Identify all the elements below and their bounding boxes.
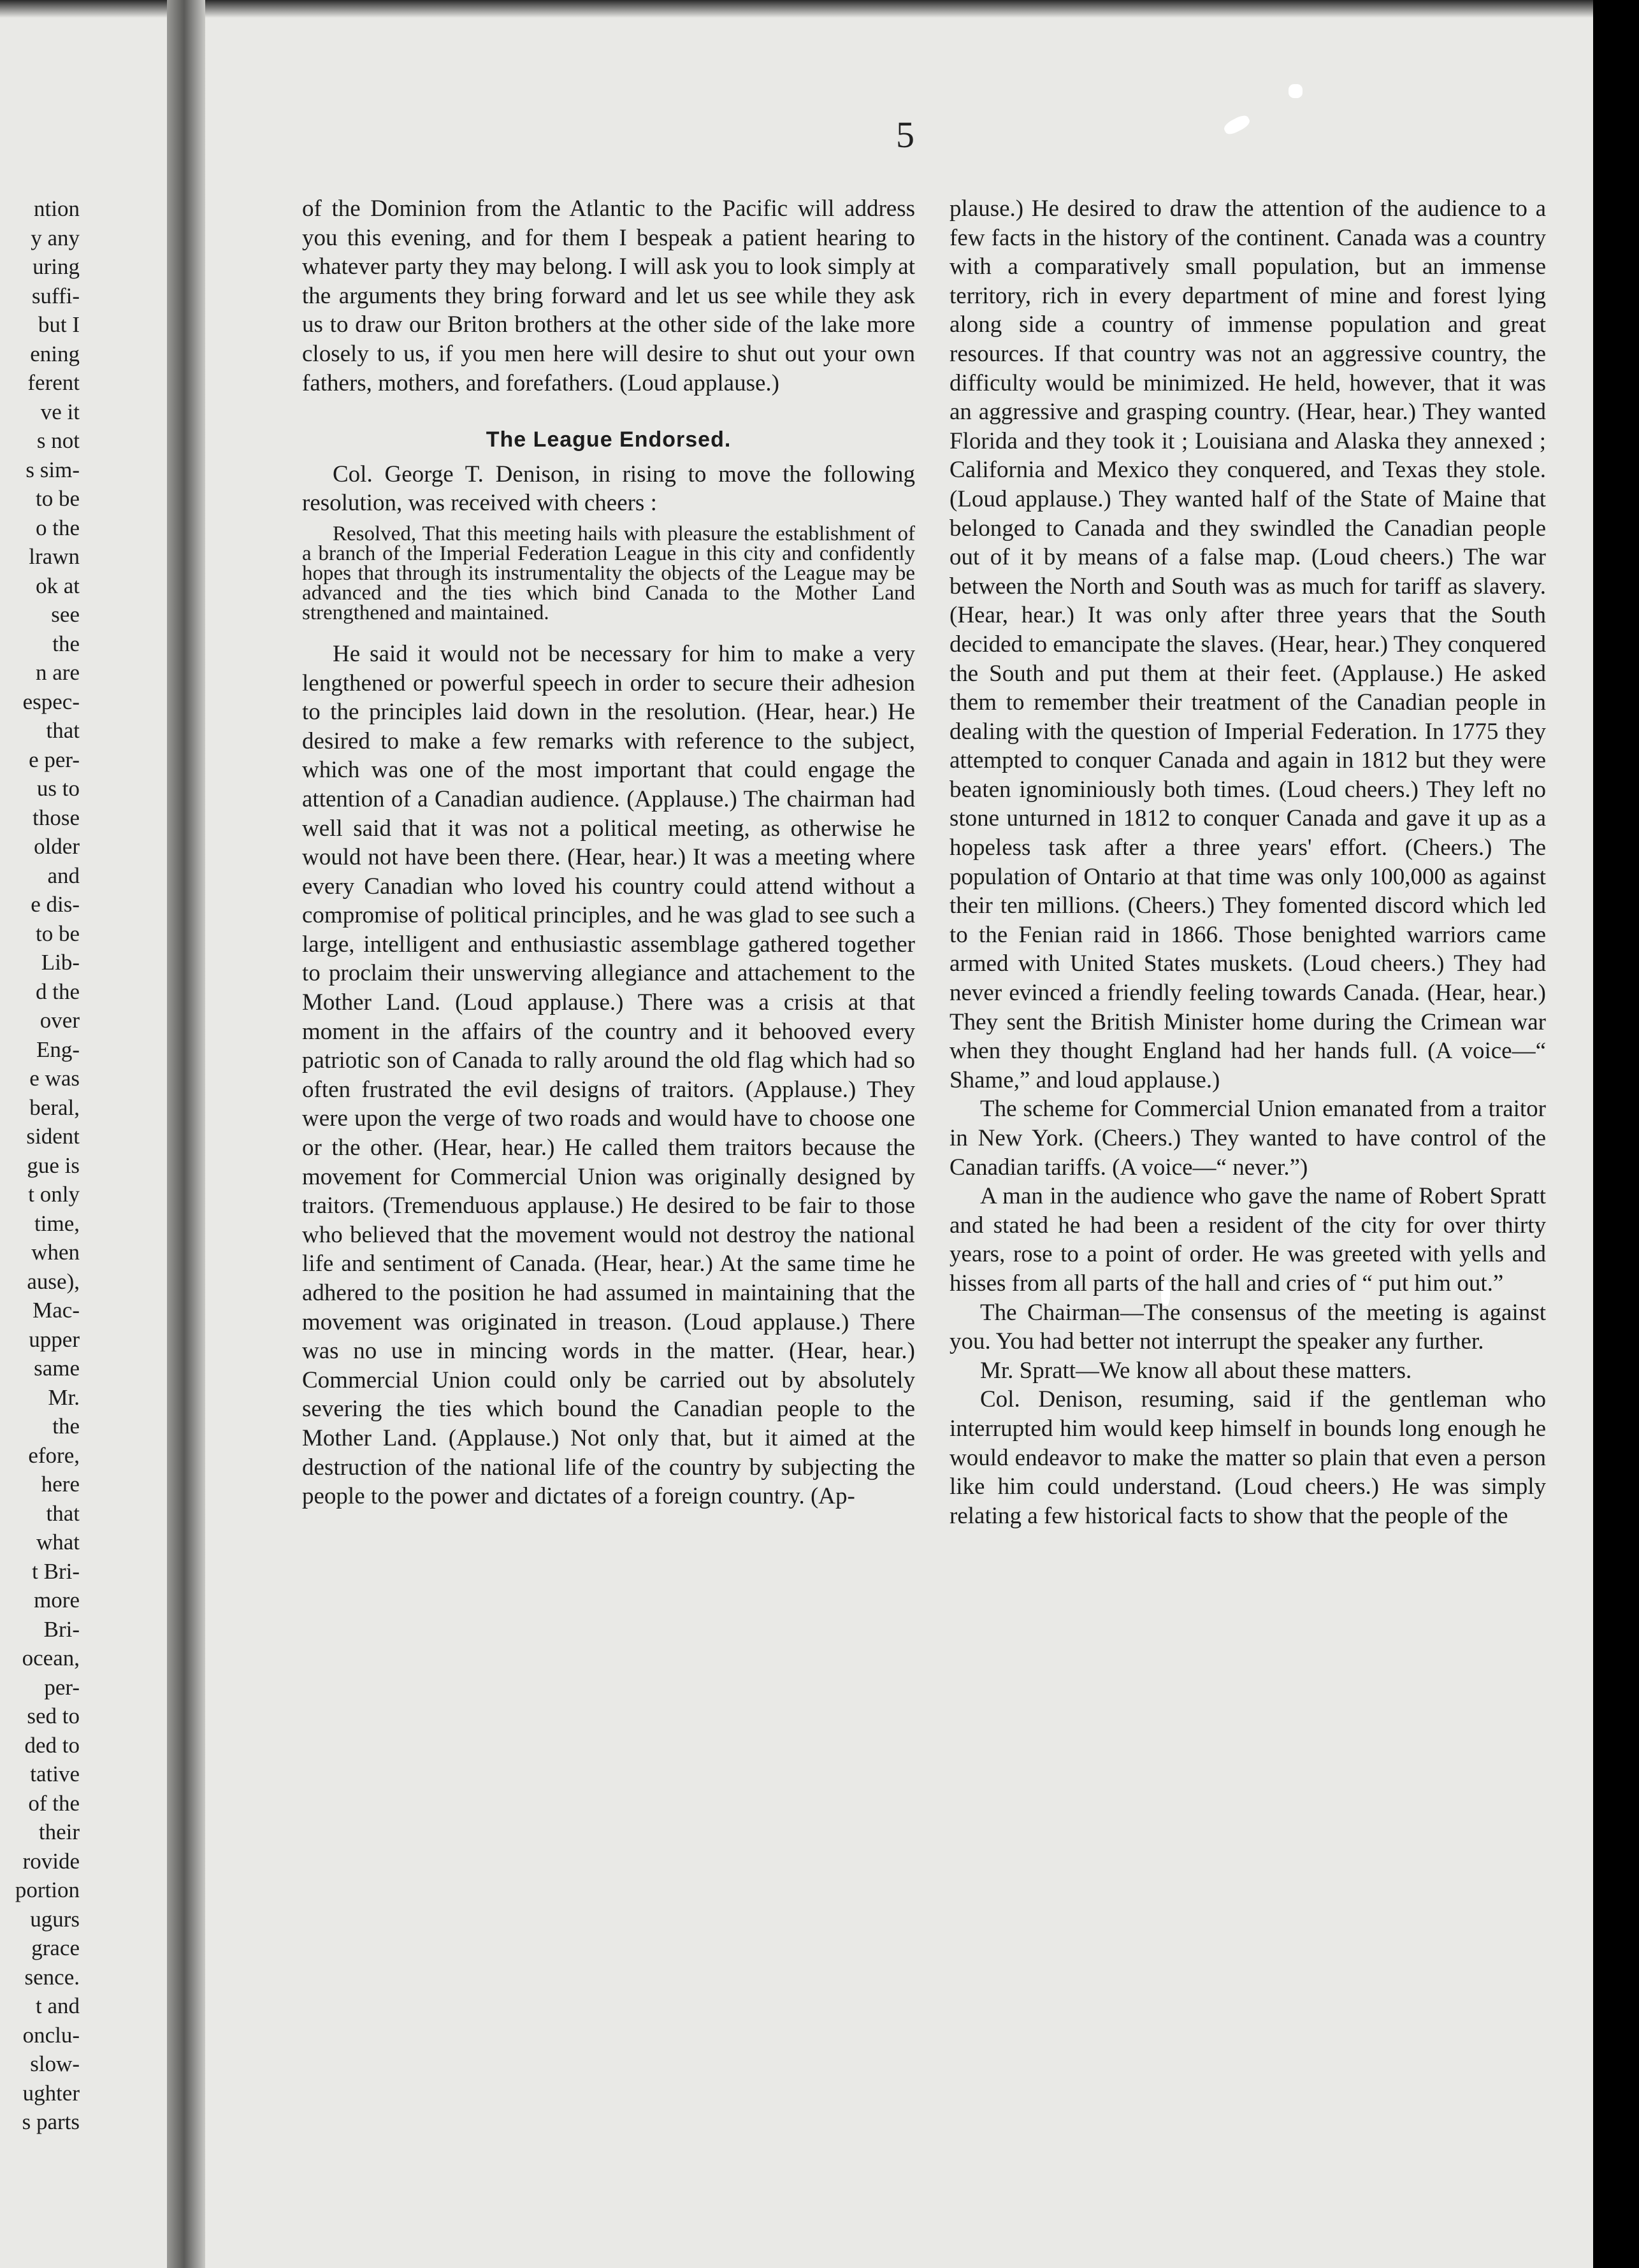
fragment-line: e per- bbox=[29, 747, 80, 772]
fragment-line: that bbox=[46, 718, 80, 743]
right-column bbox=[949, 194, 1546, 1530]
fragment-line: to be bbox=[35, 921, 80, 946]
fragment-line: ause), bbox=[27, 1268, 80, 1294]
fragment-line: grace bbox=[31, 1935, 80, 1960]
fragment-line: t only bbox=[28, 1182, 80, 1207]
spratt-reply-paragraph: Mr. Spratt—We know all about these matters. bbox=[980, 1357, 1412, 1384]
fragment-line: e dis- bbox=[31, 892, 80, 917]
fragment-line: Mr. bbox=[48, 1384, 80, 1410]
chairman-paragraph: The Chairman—The consensus of the meeting is against you. You had better not interrupt the speaker any further. bbox=[949, 1299, 1546, 1355]
denison-paragraph: Col. George T. Denison, in rising to move the following resolution, was received with cheers : bbox=[302, 461, 915, 517]
fragment-line: espec- bbox=[22, 689, 80, 714]
fragment-line: t Bri- bbox=[32, 1558, 80, 1584]
fragment-line: onclu- bbox=[22, 2022, 80, 2048]
fragment-line: ferent bbox=[27, 370, 80, 395]
fragment-line: uring bbox=[32, 254, 80, 279]
intro-paragraph: of the Dominion from the Atlantic to the Pacific will address you this evening, and for them I bespeak a patient hearing to whatever party they may belong. I will ask you to look simply at the arguments they bring forward and let us see while they ask us to draw our Briton brothers at the other side of the lake more closely to us, if you men here will desire to shut out your own fathers, mothers, and forefathers. (Loud applause.) bbox=[302, 196, 915, 396]
fragment-line: Lib- bbox=[41, 950, 80, 975]
binding-gutter bbox=[167, 0, 205, 2268]
fragment-line: ve it bbox=[40, 399, 80, 424]
fragment-line: of the bbox=[28, 1790, 80, 1816]
fragment-line: those bbox=[32, 805, 80, 830]
fragment-line: ocean, bbox=[22, 1646, 80, 1670]
fragment-line: lrawn bbox=[29, 544, 80, 569]
fragment-line: suffi- bbox=[31, 283, 80, 308]
fragment-line: ded to bbox=[24, 1732, 80, 1758]
page-top-edge bbox=[0, 0, 1593, 18]
fragment-line: ughter bbox=[22, 2080, 80, 2106]
fragment-line: older bbox=[34, 834, 80, 859]
fragment-line: sed to bbox=[27, 1704, 80, 1728]
fragment-line: here bbox=[41, 1472, 80, 1496]
spratt-paragraph: A man in the audience who gave the name of Robert Spratt and stated he had been a resident of the city for over thirty years, rose to a point of order. He was greeted with yells and hisses from all parts of the hall and cries of “ put him out.” bbox=[949, 1183, 1546, 1296]
fragment-line: slow- bbox=[30, 2051, 80, 2076]
fragment-line: ening bbox=[30, 341, 80, 366]
fragment-line: over bbox=[40, 1008, 80, 1033]
fragment-line: that bbox=[46, 1500, 80, 1526]
fragment-line: and bbox=[47, 863, 80, 888]
fragment-line: s parts bbox=[22, 2109, 80, 2134]
fragment-line: tative bbox=[30, 1762, 80, 1786]
previous-column-fragments bbox=[0, 194, 80, 2137]
fragment-line: Bri- bbox=[43, 1616, 80, 1642]
fragment-line: portion bbox=[15, 1877, 80, 1902]
fragment-line: n are bbox=[36, 660, 80, 685]
fragment-line: ok at bbox=[35, 573, 80, 598]
fragment-line: beral, bbox=[29, 1095, 80, 1120]
fragment-line: Mac- bbox=[32, 1298, 80, 1323]
fragment-line: sence. bbox=[24, 1964, 80, 1990]
fragment-line: rovide bbox=[22, 1848, 80, 1874]
fragment-line: us to bbox=[36, 776, 80, 801]
fragment-line: ugurs bbox=[30, 1906, 80, 1932]
fragment-line: t and bbox=[35, 1993, 80, 2018]
fragment-line: see bbox=[51, 602, 80, 627]
section-heading: The League Endorsed. bbox=[486, 427, 732, 452]
fragment-line: gue is bbox=[27, 1152, 80, 1178]
fragment-line: to be bbox=[35, 486, 80, 511]
fragment-line: more bbox=[34, 1588, 80, 1612]
fragment-line: upper bbox=[29, 1326, 80, 1352]
fragment-line: per- bbox=[44, 1674, 80, 1700]
history-paragraph: plause.) He desired to draw the attention of the audience to a few facts in the history of the continent. Canada was a country with a comparatively small population, but an immense territory, rich in every department of mine and forest lying along side a country of immense population and great resources. If that country was not an aggressive country, the difficulty would be minimized. He held, however, that it was an aggressive and grasping country. (Hear, hear.) They wanted Florida and they took it ; Louisiana and Alaska they annexed ; California and Mexico they conquered, and Texas they stole. (Loud applause.) They wanted half of the State of Maine that belonged to Canada and they swindled the Canadian people out of it by means of a false map. (Loud cheers.) The war between the North and South was as much for tariff as slavery. (Hear, hear.) It was only after three years that the South decided to emancipate the slaves. (Hear, hear.) They conquered the South and put them at their feet. (Applause.) He asked them to remember their treatment of the Canadian people in dealing with the question of Imperial Federation. In 1775 they attempted to conquer Canada and again in 1812 but they were beaten ignominiously both times. (Loud cheers.) They left no stone unturned in 1812 to conquer Canada and gave it up as a hopeless task after a three years' effort. (Cheers.) The population of Ontario at that time was only 100,000 as against their ten millions. (Cheers.) They fomented discord which led to the Fenian raid in 1866. Those benighted warriors came armed with United States muskets. (Loud cheers.) They had never evinced a friendly feeling towards Canada. (Hear, hear.) They sent the British Minister home during the Crimean war when they thought England had her hands full. (A voice—“ Shame,” and loud applause.) bbox=[949, 196, 1546, 1093]
fragment-line: what bbox=[36, 1530, 80, 1554]
fragment-line: ntion bbox=[34, 196, 80, 221]
fragment-line: but I bbox=[38, 312, 80, 337]
middle-column bbox=[302, 194, 915, 1511]
resolution-text: Resolved, That this meeting hails with pleasure the establishment of a branch of the Imperial Federation League in this city and confidently hopes that through its instrumentality the objects of the League may be advanced and the ties which bind Canada to the Mother Land strengthened and maintained. bbox=[302, 522, 915, 624]
fragment-line: their bbox=[38, 1819, 80, 1844]
fragment-line: the bbox=[52, 631, 80, 656]
fragment-line: e was bbox=[29, 1066, 80, 1091]
fragment-line: Eng- bbox=[36, 1037, 80, 1062]
fragment-line: o the bbox=[35, 515, 80, 540]
fragment-line: efore, bbox=[28, 1442, 80, 1468]
fragment-line: d the bbox=[35, 979, 80, 1004]
fragment-line: time, bbox=[34, 1210, 80, 1236]
commercial-union-paragraph: The scheme for Commercial Union emanated from a traitor in New York. (Cheers.) They wanted to have control of the Canadian tariffs. (A voice—“ never.”) bbox=[949, 1096, 1546, 1181]
fragment-line: sident bbox=[26, 1124, 80, 1149]
fragment-line: s sim- bbox=[25, 457, 80, 482]
fragment-line: same bbox=[34, 1356, 80, 1381]
speech-paragraph: He said it would not be necessary for him to make a very lengthened or powerful speech in order to secure their adhesion to the principles laid down in the resolution. (Hear, hear.) He desired to make a few remarks with reference to the subject, which was one of the most important that could engage the attention of a Canadian audience. (Applause.) The chairman had well said that it was not a political meeting, as otherwise he would not have been there. (Hear, hear.) It was a meeting where every Canadian who loved his country could attend without a compromise of political principles, and he was glad to see such a large, intelligent and enthusiastic assemblage gathered together to proclaim their unswerving allegiance and attachement to the Mother Land. (Loud applause.) There was a crisis at that moment in the affairs of the country and it behooved every patriotic son of Canada to rally around the old flag which had so often frustrated the evil designs of traitors. (Applause.) They were upon the verge of two roads and would have to choose one or the other. (Hear, hear.) He called them traitors because the movement for Commercial Union was originally designed by traitors. (Tremenduous applause.) He desired to be fair to those who believed that the movement would not destroy the national life and sentiment of Canada. (Hear, hear.) At the same time he adhered to the position he had assumed in maintaining that the movement was originated in treason. (Loud applause.) There was no use in mincing words in the matter. (Hear, hear.) Commercial Union could only be carried out by absolutely severing the ties which bound the Canadian people to the Mother Land. (Applause.) Not only that, but it aimed at the destruction of the national life of the country by subjecting the people to the power and dictates of a foreign country. (Ap- bbox=[302, 640, 915, 1510]
page-number: 5 bbox=[896, 114, 914, 155]
fragment-line: when bbox=[31, 1240, 80, 1265]
denison-resuming-paragraph: Col. Denison, resuming, said if the gentleman who interrupted him would keep himself in bounds long enough he would endeavor to make the matter so plain that even a person like him could understand. (Loud cheers.) He was simply relating a few historical facts to show that the people of the bbox=[949, 1386, 1546, 1529]
fragment-line: the bbox=[52, 1414, 80, 1439]
fragment-line: y any bbox=[31, 225, 80, 250]
fragment-line: s not bbox=[36, 428, 80, 453]
dust-mark bbox=[1289, 84, 1303, 98]
